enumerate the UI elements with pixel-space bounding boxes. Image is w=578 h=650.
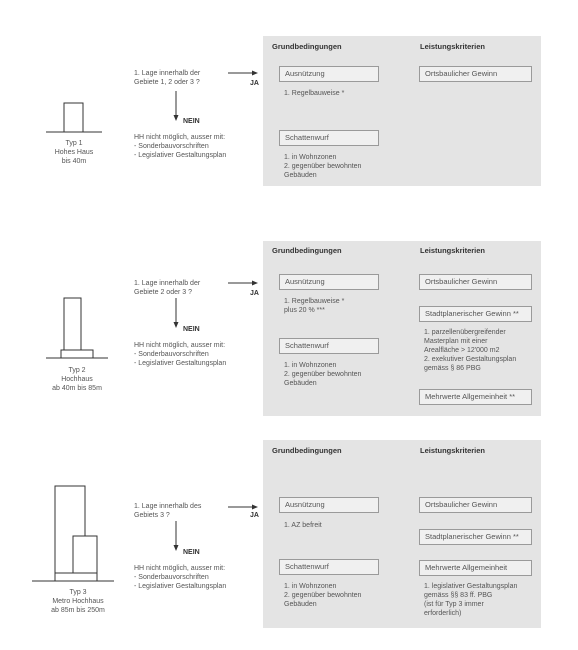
question-text: 1. Lage innerhalb der Gebiete 1, 2 oder 3 ?	[134, 70, 201, 86]
yes-label: JA	[250, 512, 259, 519]
ausnutzung-text: 1. Regelbauweise * plus 20 % ***	[284, 298, 345, 314]
no-arrow-head	[174, 545, 179, 551]
grund-header: Grundbedingungen	[272, 42, 342, 51]
schatten-box: Schattenwurf	[279, 559, 379, 575]
ausnutzung-box: Ausnützung	[279, 66, 379, 82]
schatten-box: Schattenwurf	[279, 338, 379, 354]
leist-box-stadtplanerisch: Stadtplanerischer Gewinn **	[419, 529, 532, 545]
schatten-text: 1. in Wohnzonen 2. gegenüber bewohnten Gebäuden	[284, 154, 362, 179]
no-text: HH nicht möglich, ausser mit: - Sonderbauvorschriften - Legislativer Gestaltungsplan	[134, 342, 227, 367]
yes-arrow-head	[252, 505, 258, 510]
building-mid-tower	[73, 536, 97, 573]
schatten-box: Schattenwurf	[279, 130, 379, 146]
building-podium	[55, 573, 97, 581]
leist-header: Leistungskriterien	[420, 42, 486, 51]
leist-box-stadtplanerisch: Stadtplanerischer Gewinn **	[419, 306, 532, 322]
grund-header: Grundbedingungen	[272, 246, 342, 255]
mehrwerte-text: 1. legislativer Gestaltungsplan gemäss §§ 83 ff. PBG (ist für Typ 3 immer erforderlich)	[424, 583, 518, 617]
ausnutzung-text: 1. Regelbauweise *	[284, 90, 345, 97]
schatten-text: 1. in Wohnzonen 2. gegenüber bewohnten Gebäuden	[284, 362, 362, 387]
stadtplanerisch-text: 1. parzellenübergreifender Masterplan mit einer Arealfläche > 12'000 m2 2. exekutiver Gestaltungsplan gemäss § 86 PBG	[424, 329, 517, 372]
no-text: HH nicht möglich, ausser mit: - Sonderbauvorschriften - Legislativer Gestaltungsplan	[134, 565, 227, 590]
ausnutzung-text: 1. AZ befreit	[284, 522, 322, 529]
ausnutzung-box: Ausnützung	[279, 497, 379, 513]
no-label: NEIN	[183, 326, 200, 333]
no-label: NEIN	[183, 118, 200, 125]
question-text: 1. Lage innerhalb der Gebiete 2 oder 3 ?	[134, 280, 201, 296]
leist-box-ortsbaulich: Ortsbaulicher Gewinn	[419, 274, 532, 290]
grund-header: Grundbedingungen	[272, 446, 342, 455]
leist-box-mehrwerte: Mehrwerte Allgemeinheit	[419, 560, 532, 576]
yes-label: JA	[250, 80, 259, 87]
no-label: NEIN	[183, 549, 200, 556]
no-text: HH nicht möglich, ausser mit: - Sonderbauvorschriften - Legislativer Gestaltungsplan	[134, 134, 227, 159]
question-text: 1. Lage innerhalb des Gebiets 3 ?	[134, 503, 202, 519]
ausnutzung-box: Ausnützung	[279, 274, 379, 290]
type-label: Typ 3 Metro Hochhaus ab 85m bis 250m	[51, 589, 105, 614]
type-label: Typ 2 Hochhaus ab 40m bis 85m	[52, 367, 102, 392]
leist-box-ortsbaulich: Ortsbaulicher Gewinn	[419, 497, 532, 513]
leist-box-mehrwerte: Mehrwerte Allgemeinheit **	[419, 389, 532, 405]
leist-header: Leistungskriterien	[420, 446, 486, 455]
yes-label: JA	[250, 290, 259, 297]
schatten-text: 1. in Wohnzonen 2. gegenüber bewohnten Gebäuden	[284, 583, 362, 608]
leist-box-ortsbaulich: Ortsbaulicher Gewinn	[419, 66, 532, 82]
leist-header: Leistungskriterien	[420, 246, 486, 255]
type-label: Typ 1 Hohes Haus bis 40m	[54, 140, 94, 165]
